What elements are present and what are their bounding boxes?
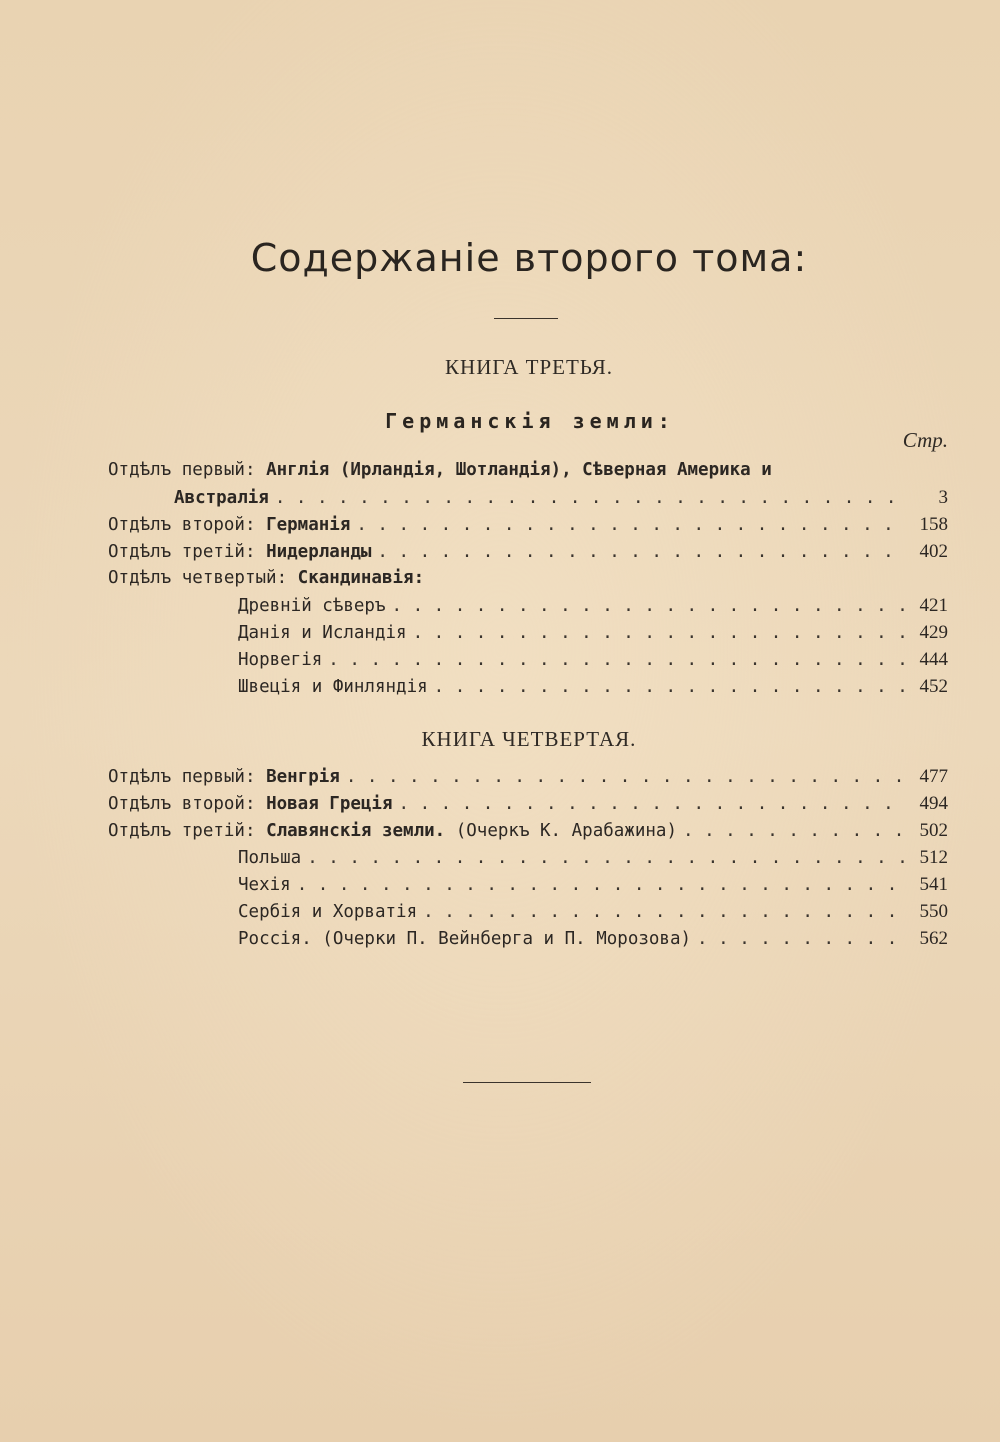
toc-entry-page: 494	[919, 793, 948, 814]
toc-entry-prefix: Отдѣлъ третій:	[108, 542, 256, 562]
toc-entry-title: Данія и Исландія	[238, 623, 407, 643]
dot-leader	[346, 764, 906, 791]
toc-entry-title: Венгрія	[266, 767, 340, 787]
toc-subentry	[108, 592, 948, 619]
toc-entry-prefix: Отдѣлъ третій:	[108, 821, 256, 841]
toc-entry	[108, 484, 948, 511]
title-divider	[494, 318, 558, 319]
toc-entry-title: Англія (Ирландія, Шотландія), Сѣверная Америка и	[266, 460, 772, 480]
end-divider	[463, 1082, 591, 1083]
toc-entry-page: 452	[919, 676, 948, 697]
toc-entry-title: Древній сѣверъ	[238, 596, 386, 616]
page-title: Содержаніе второго тома:	[250, 236, 808, 280]
toc-entry-prefix: Отдѣлъ второй:	[108, 794, 256, 814]
toc-subentry	[108, 898, 948, 925]
toc-entry	[108, 790, 948, 817]
toc-subentry	[108, 646, 948, 673]
book-four-heading: КНИГА ЧЕТВЕРТАЯ.	[421, 727, 637, 751]
dot-leader	[697, 926, 906, 953]
dot-leader	[275, 485, 906, 512]
toc-entry-note: (Очеркъ К. Арабажина)	[455, 821, 677, 841]
dot-leader	[307, 845, 906, 872]
toc-entry-page: 158	[919, 514, 948, 535]
dot-leader	[392, 593, 906, 620]
toc-entry-title: Чехія	[238, 875, 291, 895]
toc-entry-page: 541	[919, 874, 948, 895]
toc-entry-title: Новая Греція	[266, 794, 393, 814]
toc-entry-title: Польша	[238, 848, 302, 868]
dot-leader	[423, 899, 906, 926]
toc-entry-page: 421	[919, 595, 948, 616]
book-four-toc	[108, 763, 948, 952]
dot-leader	[356, 512, 906, 539]
toc-entry-title: Германія	[266, 515, 351, 535]
toc-entry-prefix: Отдѣлъ второй:	[108, 515, 256, 535]
dot-leader	[328, 647, 906, 674]
toc-subentry	[108, 844, 948, 871]
toc-entry	[108, 457, 948, 484]
toc-entry-title: Норвегія	[238, 650, 323, 670]
toc-entry-prefix: Отдѣлъ первый:	[108, 767, 256, 787]
toc-entry	[108, 817, 948, 844]
toc-subentry	[108, 619, 948, 646]
toc-entry-page: 512	[919, 847, 948, 868]
toc-subentry	[108, 871, 948, 898]
toc-subentry	[108, 925, 948, 952]
dot-leader	[683, 818, 906, 845]
toc-entry	[108, 511, 948, 538]
dot-leader	[377, 539, 906, 566]
section-heading-germanic-lands: Германскія земли:	[385, 409, 675, 433]
toc-entry-title: Нидерланды	[266, 542, 372, 562]
toc-entry-prefix: Отдѣлъ первый:	[108, 460, 256, 480]
book-three-toc	[108, 457, 948, 700]
dot-leader	[399, 791, 907, 818]
dot-leader	[413, 620, 906, 647]
toc-entry	[108, 538, 948, 565]
toc-entry-page: 550	[919, 901, 948, 922]
toc-entry-page: 3	[938, 487, 948, 508]
toc-entry-prefix: Отдѣлъ четвертый:	[108, 568, 288, 588]
toc-entry-page: 444	[919, 649, 948, 670]
dot-leader	[434, 674, 906, 701]
book-three-heading: КНИГА ТРЕТЬЯ.	[445, 355, 613, 379]
toc-entry-page: 429	[919, 622, 948, 643]
toc-entry-page: 562	[919, 928, 948, 949]
toc-entry-title: Сербія и Хорватія	[238, 902, 418, 922]
toc-entry-title: Скандинавія:	[297, 568, 425, 588]
toc-entry-page: 402	[919, 541, 948, 562]
toc-entry	[108, 565, 948, 592]
toc-entry	[108, 763, 948, 790]
toc-entry-page: 502	[919, 820, 948, 841]
toc-entry-title: Швеція и Финляндія	[238, 677, 428, 697]
toc-subentry	[108, 673, 948, 700]
toc-entry-title: Австралія	[174, 488, 269, 508]
toc-entry-page: 477	[919, 766, 948, 787]
dot-leader	[297, 872, 906, 899]
toc-entry-title: Россія. (Очерки П. Вейнберга и П. Морозова)	[238, 929, 692, 949]
page-column-label: Стр.	[902, 428, 948, 452]
toc-entry-title: Славянскія земли.	[266, 821, 446, 841]
